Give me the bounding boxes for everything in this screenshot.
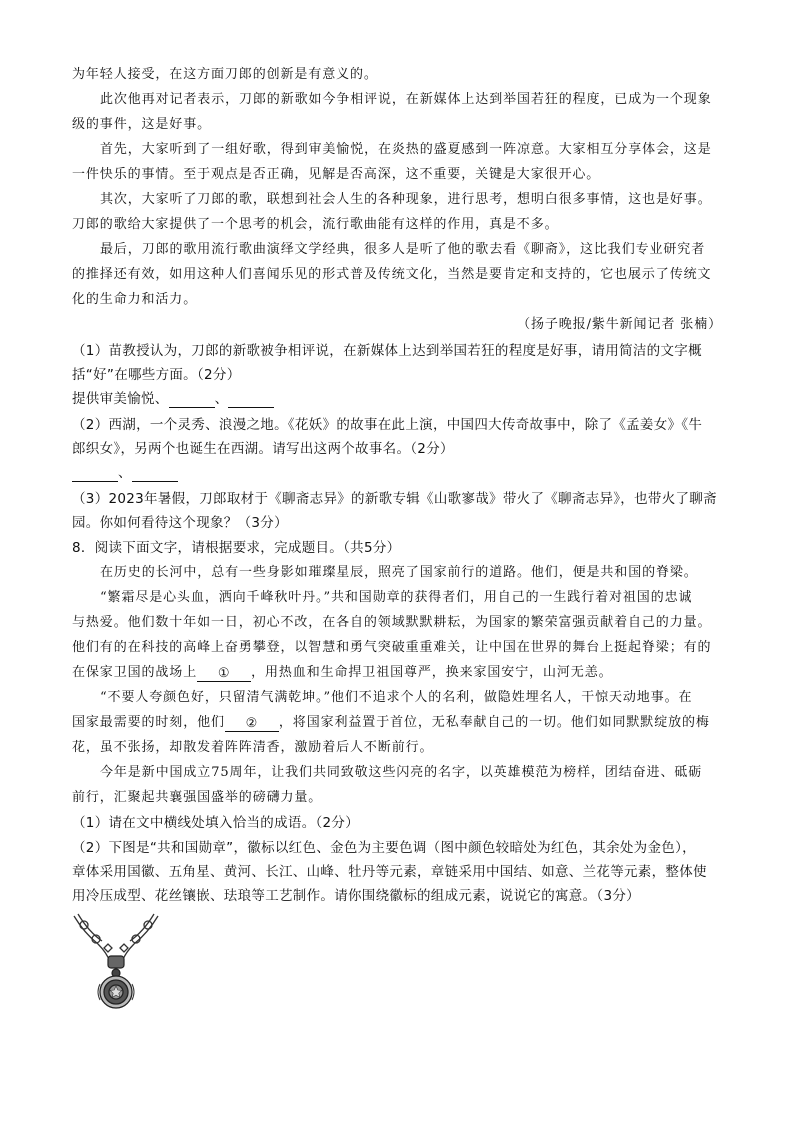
q7-part1-answer [72, 390, 274, 408]
passage1-line-5: 一件快乐的事情。至于观点是否正确，见解是否高深，这不重要，关键是大家很开心。 [72, 167, 601, 182]
passage1-line-9: 的推择还有效，如用这种人们喜闻乐见的形式普及传统文化，当然是要肯定和支持的，它也展示了传统文 [72, 267, 712, 282]
passage1-line-1: 为年轻人接受，在这方面刀郎的创新是有意义的。 [72, 67, 378, 82]
q8-passage-line-7 [72, 714, 710, 732]
q7-answer-blank-3[interactable] [72, 465, 118, 482]
q7-part1-answer-prefix: 提供审美愉悦、 [72, 391, 169, 407]
q8-passage-line-2: “繁霜尽是心头血，洒向千峰秋叶丹。”共和国勋章的获得者们，用自己的一生践行着对祖国的忠诚 [100, 590, 693, 605]
q7-part2-separator: 、 [118, 465, 132, 481]
medal-of-the-republic-icon [70, 910, 162, 1010]
q8-line7-start: 国家最需要的时刻，他们 [72, 715, 225, 730]
q7-part1-separator: 、 [214, 391, 229, 407]
q8-fill-blank-2[interactable]: ② [225, 715, 279, 732]
passage1-line-3: 级的事件，这是好事。 [72, 117, 212, 132]
q7-part1-line-1: （1）苗教授认为，刀郎的新歌被争相评说，在新媒体上达到举国若狂的程度是好事，请用简洁的文字概 [72, 343, 702, 359]
q7-answer-blank-4[interactable] [132, 465, 178, 482]
passage1-line-6: 其次，大家听了刀郎的歌，联想到社会人生的各种现象，进行思考，想明白很多事情，这也是好事。 [100, 192, 712, 207]
q7-part2-line-1: （2）西湖，一个灵秀、浪漫之地。《花妖》的故事在此上演，中国四大传奇故事中，除了《孟姜女》《牛 [72, 417, 703, 433]
q7-part2-answer [72, 464, 178, 482]
q7-answer-blank-2[interactable] [228, 391, 274, 408]
q8-line5-end: ，用热血和生命捍卫祖国尊严，换来家国安宁，山河无恙。 [251, 665, 613, 680]
q7-part3-line-1: （3）2023年暑假，刀郎取材于《聊斋志异》的新歌专辑《山歌寥哉》带火了《聊斋志异》，也带火了聊斋 [72, 491, 717, 507]
q8-passage-line-6: “不要人夸颜色好，只留清气满乾坤。”他们不追求个人的名利，做隐姓埋名人，干惊天动地事。在 [100, 690, 693, 705]
q7-part1-line-2: 括“好”在哪些方面。（2分） [72, 367, 241, 383]
q8-line7-end: ，将国家利益置于首位，无私奉献自己的一切。他们如同默默绽放的梅 [278, 715, 710, 730]
passage1-line-10: 化的生命力和活力。 [72, 292, 198, 307]
passage1-line-4: 首先，大家听到了一组好歌，得到审美愉悦，在炎热的盛夏感到一阵凉意。大家相互分享体会，这是 [100, 142, 712, 157]
q8-part2-line-3: 用冷压成型、花丝镶嵌、珐琅等工艺制作。请你围绕徽标的组成元素，说说它的寓意。（3分） [72, 888, 640, 904]
q8-passage-line-5 [72, 664, 613, 682]
q7-part3-line-2: 园。你如何看待这个现象？（3分） [72, 515, 288, 531]
passage1-source: （扬子晚报/紫牛新闻记者 张楠） [517, 317, 722, 332]
q8-passage-line-9: 今年是新中国成立75周年，让我们共同致敬这些闪亮的名字，以英雄模范为榜样，团结奋进、砥砺 [100, 765, 703, 780]
passage1-line-8: 最后，刀郎的歌用流行歌曲演绎文学经典，很多人是听了他的歌去看《聊斋》，这比我们专业研究者 [100, 242, 706, 257]
q8-part2-line-1: （2）下图是“共和国勋章”，徽标以红色、金色为主要色调（图中颜色较暗处为红色，其余处为金色）， [72, 840, 696, 856]
q8-passage-line-4: 他们有的在科技的高峰上奋勇攀登，以智慧和勇气突破重重难关，让中国在世界的舞台上挺起脊梁；有的 [72, 640, 712, 655]
q8-passage-line-1: 在历史的长河中，总有一些身影如璀璨星辰，照亮了国家前行的道路。他们，便是共和国的脊梁。 [100, 565, 698, 580]
q8-part2-line-2: 章体采用国徽、五角星、黄河、长江、山峰、牡丹等元素，章链采用中国结、如意、兰花等元素，整体使 [72, 864, 707, 880]
q8-part1: （1）请在文中横线处填入恰当的成语。（2分） [72, 815, 360, 831]
q7-answer-blank-1[interactable] [169, 391, 215, 408]
q7-part2-line-2: 郎织女》，另两个也诞生在西湖。请写出这两个故事名。（2分） [72, 441, 454, 457]
passage1-line-7: 刀郎的歌给大家提供了一个思考的机会，流行歌曲能有这样的作用，真是不多。 [72, 217, 559, 232]
q8-passage-line-10: 前行，汇聚起共襄强国盛举的磅礴力量。 [72, 790, 323, 805]
passage1-line-2: 此次他再对记者表示，刀郎的新歌如今争相评说，在新媒体上达到举国若狂的程度，已成为一个现象 [100, 92, 712, 107]
q8-passage-line-3: 与热爱。他们数十年如一日，初心不改，在各自的领域默默耕耘，为国家的繁荣富强贡献着自己的力量。 [72, 615, 712, 630]
q8-heading: 8．阅读下面文字，请根据要求，完成题目。（共5分） [72, 540, 401, 556]
q8-fill-blank-1[interactable]: ① [197, 665, 251, 682]
q8-passage-line-8: 花，虽不张扬，却散发着阵阵清香，激励着后人不断前行。 [72, 740, 434, 755]
q8-line5-start: 在保家卫国的战场上 [72, 665, 198, 680]
